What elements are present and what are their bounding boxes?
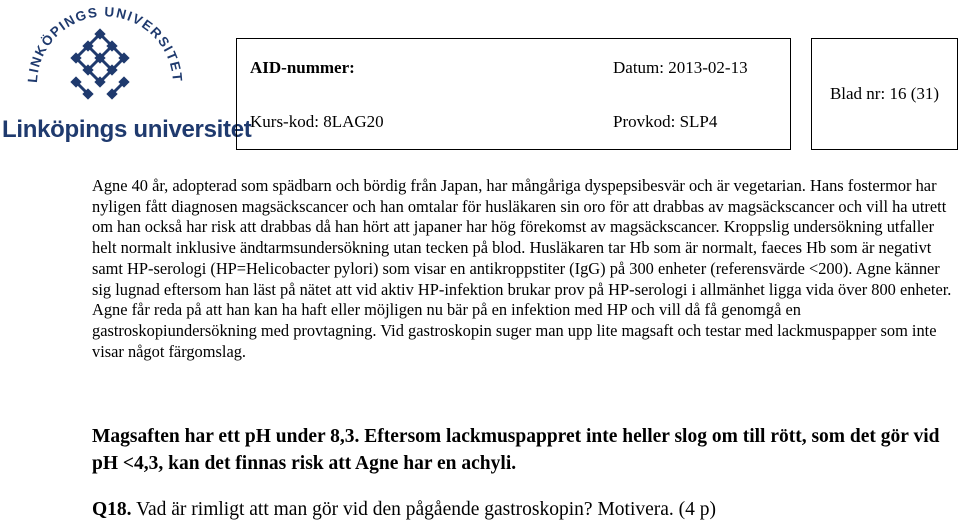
exam-code: Provkod: SLP4	[613, 112, 718, 131]
university-seal-icon	[0, 0, 225, 118]
answer-text: Magsaften har ett pH under 8,3. Eftersom lackmuspappret inte heller slog om till rött, som det gör vid pH <4,3, kan det finnas risk att Agne har en achyli.	[92, 426, 940, 474]
question-number: Q18.	[92, 499, 132, 520]
svg-text:LINKÖPINGS UNIVERSITET	[25, 4, 185, 83]
exam-date: Datum: 2013-02-13	[613, 58, 748, 77]
aid-number-label: AID-nummer:	[250, 58, 355, 77]
question-text: Vad är rimligt att man gör vid den pågående gastroskopin? Motivera. (4 p)	[136, 499, 717, 520]
course-code: Kurs-kod: 8LAG20	[250, 112, 384, 131]
question-18	[92, 497, 958, 523]
case-description: Agne 40 år, adopterad som spädbarn och bördig från Japan, har mångåriga dyspepsibesvär och är vegetarian. Hans fostermor har nyligen fått diagnosen magsäckscancer och han omtalar för husläkaren sin oro för att drabbas av magsäckscancer och vill ha utrett om han också har risk att drabbas då han hört att japaner har hög förekomst av magsäckscancer. Kroppslig undersökning utfaller helt normalt inklusive ändtarmsundersökning utan tecken på blod. Husläkaren tar Hb som är normalt, faeces Hb som är negativt samt HP-serologi (HP=Helicobacter pylori) som visar en antikroppstiter (IgG) på 300 enheter (referensvärde <200). Agne känner sig lugnad eftersom han läst på nätet att vid aktiv HP-infektion brukar prov på HP-serologi i allmänhet ligga vida över 800 enheter. Agne får reda på att han kan ha haft eller möjligen nu bär på en infektion med HP och vill då få genomgå en gastroskopiundersökning med provtagning. Vid gastroskopin suger man upp lite magsaft och testar med lackmuspapper som inte visar något färgomslag.	[92, 176, 952, 361]
university-name: Linköpings universitet	[2, 116, 252, 143]
logo-ring-text: LINKÖPINGS UNIVERSITET	[24, 4, 186, 84]
sheet-number: Blad nr: 16 (31)	[811, 38, 958, 150]
exam-header	[236, 38, 791, 150]
university-logo	[0, 0, 252, 150]
